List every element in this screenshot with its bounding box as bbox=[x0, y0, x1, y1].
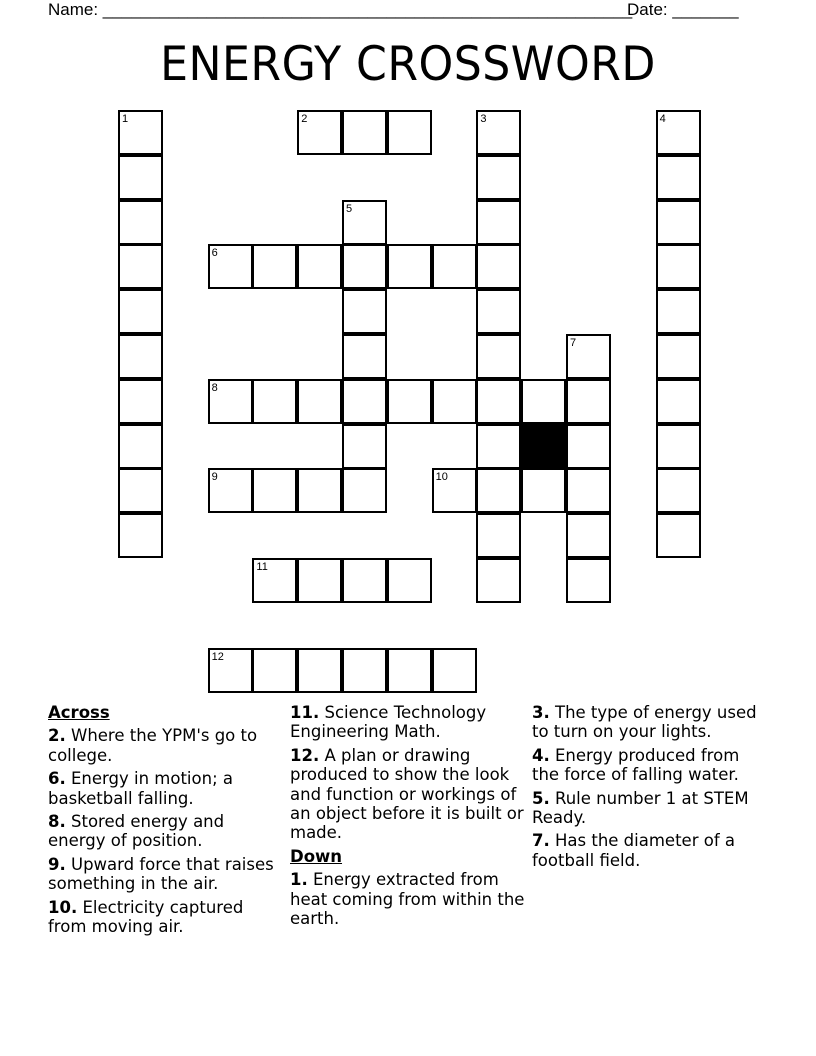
across-heading: Across bbox=[48, 703, 110, 722]
grid-cell[interactable] bbox=[476, 468, 521, 513]
grid-cell[interactable] bbox=[342, 468, 387, 513]
grid-cell[interactable] bbox=[252, 558, 297, 603]
grid-cell[interactable] bbox=[656, 155, 701, 200]
grid-cell[interactable] bbox=[297, 244, 342, 289]
grid-cell[interactable] bbox=[342, 110, 387, 155]
clue-across-12: 12. A plan or drawing produced to show the look and function or workings of an object before it is built or made. bbox=[290, 745, 524, 843]
date-field[interactable]: Date: _______ bbox=[627, 0, 739, 19]
down-heading: Down bbox=[290, 846, 343, 866]
grid-cell[interactable] bbox=[297, 558, 342, 603]
clue-across-2: 2. Where the YPM's go to college. bbox=[48, 726, 258, 765]
grid-cell[interactable] bbox=[252, 379, 297, 424]
grid-cell[interactable] bbox=[387, 379, 432, 424]
grid-cell[interactable] bbox=[342, 244, 387, 289]
grid-cell[interactable] bbox=[476, 110, 521, 155]
black-cell bbox=[521, 424, 566, 469]
clues-column-2 bbox=[290, 703, 526, 932]
grid-cell[interactable] bbox=[566, 513, 611, 558]
clue-across-6: 6. Energy in motion; a basketball falling. bbox=[48, 769, 233, 808]
grid-cell[interactable] bbox=[656, 334, 701, 379]
grid-cell[interactable] bbox=[432, 468, 477, 513]
grid-cell[interactable] bbox=[656, 200, 701, 245]
grid-cell[interactable] bbox=[342, 558, 387, 603]
grid-cell[interactable] bbox=[476, 513, 521, 558]
grid-cell[interactable] bbox=[208, 468, 253, 513]
grid-cell[interactable] bbox=[656, 244, 701, 289]
grid-cell[interactable] bbox=[656, 513, 701, 558]
grid-cell[interactable] bbox=[208, 648, 253, 693]
grid-cell[interactable] bbox=[656, 468, 701, 513]
clues-column-1 bbox=[48, 703, 276, 940]
grid-cell[interactable] bbox=[387, 110, 432, 155]
clue-number: 4 bbox=[659, 113, 666, 125]
clues-column-3 bbox=[532, 703, 764, 874]
grid-cell[interactable] bbox=[118, 200, 163, 245]
grid-cell[interactable] bbox=[297, 468, 342, 513]
grid-cell[interactable] bbox=[342, 648, 387, 693]
clue-number: 12 bbox=[211, 650, 224, 663]
clue-number: 11 bbox=[256, 561, 268, 573]
grid-cell[interactable] bbox=[521, 379, 566, 424]
grid-cell[interactable] bbox=[656, 424, 701, 469]
grid-cell[interactable] bbox=[297, 110, 342, 155]
page-title: ENERGY CROSSWORD bbox=[160, 37, 656, 92]
grid-cell[interactable] bbox=[566, 424, 611, 469]
grid-cell[interactable] bbox=[252, 468, 297, 513]
grid-cell[interactable] bbox=[566, 468, 611, 513]
grid-cell[interactable] bbox=[118, 155, 163, 200]
grid-cell[interactable] bbox=[118, 334, 163, 379]
clue-across-10: 10. Electricity captured from moving air. bbox=[48, 897, 244, 937]
grid-cell[interactable] bbox=[252, 244, 297, 289]
grid-cell[interactable] bbox=[342, 200, 387, 245]
grid-cell[interactable] bbox=[476, 289, 521, 334]
clue-across-9: 9. Upward force that raises something in the air. bbox=[48, 854, 274, 894]
grid-cell[interactable] bbox=[387, 558, 432, 603]
clue-down-1: 1. Energy extracted from heat coming from within the earth. bbox=[290, 870, 525, 929]
grid-cell[interactable] bbox=[432, 648, 477, 693]
clue-down-5: 5. Rule number 1 at STEM Ready. bbox=[532, 788, 749, 828]
grid-cell[interactable] bbox=[342, 424, 387, 469]
grid-cell[interactable] bbox=[476, 424, 521, 469]
grid-cell[interactable] bbox=[476, 558, 521, 603]
grid-cell[interactable] bbox=[432, 244, 477, 289]
grid-cell[interactable] bbox=[118, 424, 163, 469]
clue-number: 9 bbox=[211, 471, 218, 484]
clue-down-4: 4. Energy produced from the force of falling water. bbox=[532, 745, 740, 785]
grid-cell[interactable] bbox=[387, 244, 432, 289]
grid-cell[interactable] bbox=[118, 244, 163, 289]
clue-number: 8 bbox=[211, 381, 218, 394]
grid-cell[interactable] bbox=[297, 379, 342, 424]
grid-cell[interactable] bbox=[118, 289, 163, 334]
grid-cell[interactable] bbox=[297, 648, 342, 693]
grid-cell[interactable] bbox=[118, 379, 163, 424]
grid-cell[interactable] bbox=[476, 200, 521, 245]
grid-cell[interactable] bbox=[566, 379, 611, 424]
grid-cell[interactable] bbox=[566, 334, 611, 379]
grid-cell[interactable] bbox=[252, 648, 297, 693]
clue-number: 10 bbox=[435, 471, 448, 484]
grid-cell[interactable] bbox=[476, 379, 521, 424]
clue-number: 3 bbox=[480, 113, 487, 125]
grid-cell[interactable] bbox=[432, 379, 477, 424]
grid-cell[interactable] bbox=[656, 110, 701, 155]
grid-cell[interactable] bbox=[118, 468, 163, 513]
clue-number: 2 bbox=[301, 113, 308, 125]
grid-cell[interactable] bbox=[342, 289, 387, 334]
clue-number: 6 bbox=[211, 247, 218, 260]
grid-cell[interactable] bbox=[476, 334, 521, 379]
clue-number: 5 bbox=[346, 202, 353, 215]
clue-across-8: 8. Stored energy and energy of position. bbox=[48, 812, 225, 851]
grid-cell[interactable] bbox=[521, 468, 566, 513]
clue-down-3: 3. The type of energy used to turn on your lights. bbox=[532, 703, 757, 742]
grid-cell[interactable] bbox=[208, 379, 253, 424]
clue-down-7: 7. Has the diameter of a football field. bbox=[532, 831, 735, 870]
grid-cell[interactable] bbox=[476, 155, 521, 200]
name-field[interactable]: Name: ________________________________________________________ bbox=[48, 0, 633, 19]
grid-cell[interactable] bbox=[208, 244, 253, 289]
clue-across-11: 11. Science Technology Engineering Math. bbox=[290, 703, 487, 742]
grid-cell[interactable] bbox=[118, 110, 163, 155]
grid-cell[interactable] bbox=[656, 379, 701, 424]
grid-cell[interactable] bbox=[342, 379, 387, 424]
grid-cell[interactable] bbox=[118, 513, 163, 558]
grid-cell[interactable] bbox=[656, 289, 701, 334]
grid-cell[interactable] bbox=[342, 334, 387, 379]
grid-cell[interactable] bbox=[476, 244, 521, 289]
grid-cell[interactable] bbox=[566, 558, 611, 603]
clue-number: 1 bbox=[122, 113, 129, 125]
clue-number: 7 bbox=[570, 337, 577, 349]
grid-cell[interactable] bbox=[387, 648, 432, 693]
